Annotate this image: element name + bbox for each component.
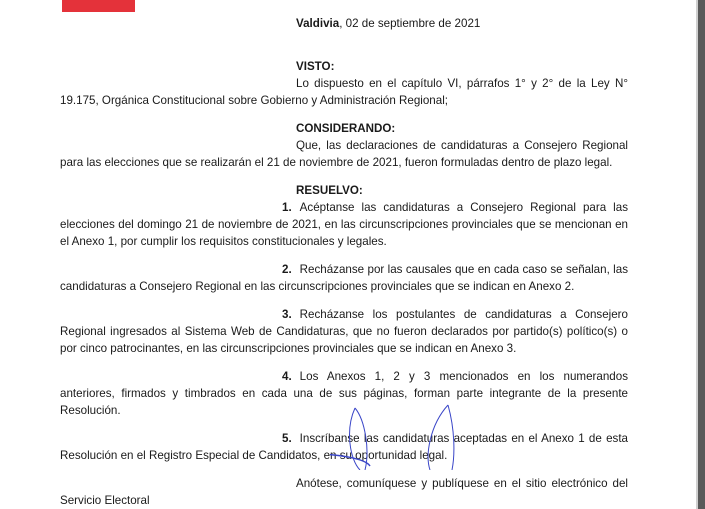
item-number: 4. [282, 370, 292, 383]
item-number: 5. [282, 432, 292, 445]
resolution-item [60, 368, 628, 419]
date: , 02 de septiembre de 2021 [339, 17, 481, 30]
considerando-line: las elecciones que se realizarán el 21 de noviembre de 2021, fueron formuladas dentro de plazo legal. [86, 156, 613, 169]
item-line: anteriores, firmados y timbrados en cada una de sus páginas, forman parte integrante de la presente Resolución. [60, 387, 628, 417]
resolution-item [60, 430, 628, 464]
item-line: candidaturas a Consejero Regional en las circunscripciones provinciales que se indican en Anexo 2. [60, 280, 575, 293]
visto-line: Lo dispuesto en el capítulo VI, párrafos 1° y 2° de la Ley N° 19.175, [60, 77, 628, 107]
page-edge-shadow [698, 0, 705, 509]
visto-heading: VISTO: [296, 60, 335, 73]
item-number: 1. [282, 201, 292, 214]
visto-line: Orgánica Constitucional sobre Gobierno y Administración Regional; [101, 94, 448, 107]
considerando-heading: CONSIDERANDO: [296, 122, 396, 135]
document-body [60, 0, 628, 509]
resolution-item [60, 199, 628, 250]
item-line: Regional ingresados al Sistema Web de Candidaturas, que no fueron declarados por partido(s) político(s) o por [60, 325, 628, 355]
resolution-item [60, 306, 628, 357]
visto-paragraph [60, 75, 628, 109]
item-line: elecciones del domingo 21 de noviembre de 2021, en las circunscripciones provinciales que se mencionan en el [60, 218, 628, 248]
closing-line: Anótese, comuníquese y publíquese en el sitio electrónico del [296, 477, 628, 490]
item-line: Recházanse por las causales que en cada caso se señalan, las [299, 263, 628, 276]
item-line: Los Anexos 1, 2 y 3 mencionados en los numerandos [299, 370, 628, 383]
item-number: 2. [282, 263, 292, 276]
date-line [296, 15, 628, 32]
item-line: Resolución en el Registro Especial de Candidatos, en su oportunidad legal. [60, 449, 448, 462]
item-number: 3. [282, 308, 292, 321]
closing-paragraph [60, 475, 628, 509]
item-line: Recházanse los postulantes de candidaturas a Consejero [299, 308, 628, 321]
resolution-item [60, 261, 628, 295]
resuelvo-heading: RESUELVO: [296, 184, 363, 197]
item-line: Inscríbanse las candidaturas aceptadas en el Anexo 1 de esta [299, 432, 628, 445]
closing-line: Servicio Electoral [60, 494, 150, 507]
item-line: cinco patrocinantes, en las circunscripciones provinciales que se indican en Anexo 3. [80, 342, 517, 355]
item-line: Anexo 1, por cumplir los requisitos constitucionales y legales. [71, 235, 387, 248]
item-line: Acéptanse las candidaturas a Consejero Regional para las [299, 201, 628, 214]
considerando-line: Que, las declaraciones de candidaturas a Consejero Regional para [60, 139, 628, 169]
considerando-paragraph [60, 137, 628, 171]
city: Valdivia [296, 17, 340, 30]
